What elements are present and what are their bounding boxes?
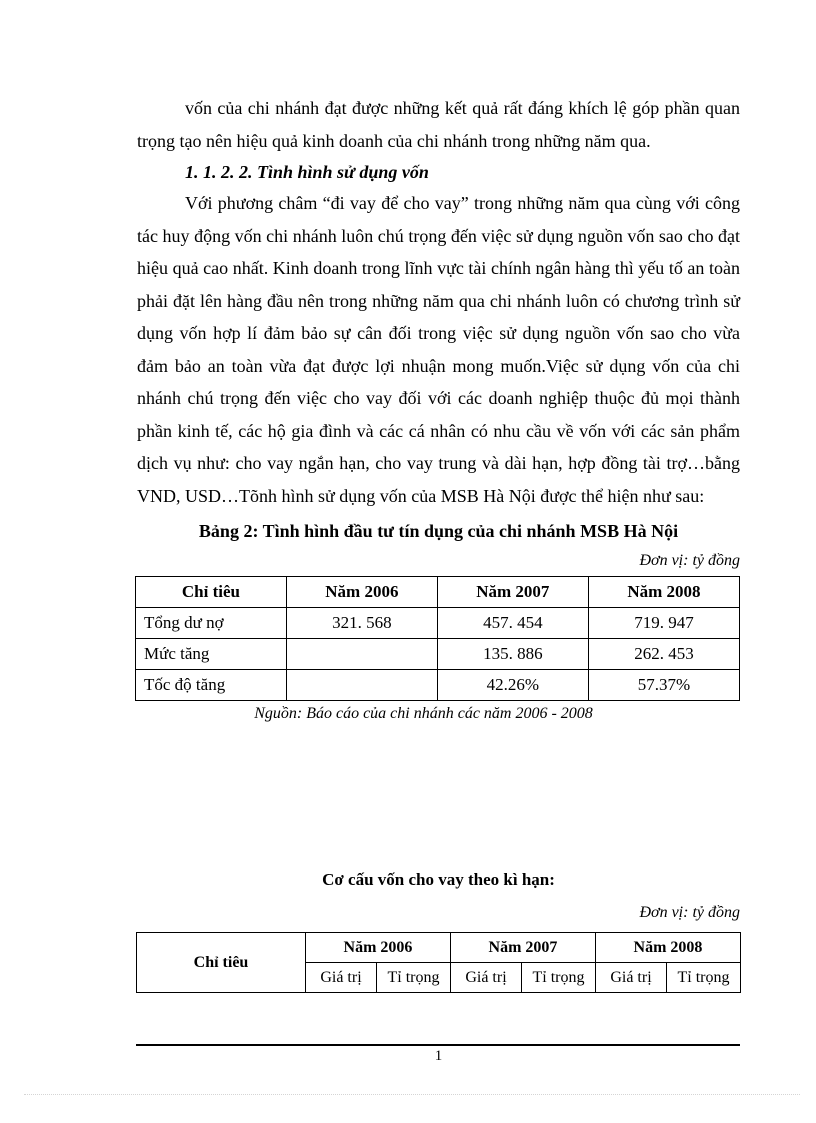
table1-cell: 262. 453 — [588, 639, 739, 670]
table1-cell: 321. 568 — [286, 608, 437, 639]
table2-row-header: Chỉ tiêu — [137, 933, 306, 993]
footer-divider — [136, 1044, 740, 1046]
table2-unit: Đơn vị: tỷ đồng — [639, 904, 740, 921]
table1-cell: 42.26% — [437, 670, 588, 701]
loan-term-structure-table — [136, 932, 741, 993]
table2-subheader: Giá trị — [596, 963, 667, 993]
table1-header-cell: Chỉ tiêu — [136, 577, 287, 608]
page-number: 1 — [434, 1048, 443, 1064]
table-row — [136, 670, 740, 701]
table1-source: Nguồn: Báo cáo của chi nhánh các năm 2006 - 2008 — [254, 705, 593, 722]
table2-subheader: Giá trị — [306, 963, 377, 993]
table2-year-header: Năm 2007 — [451, 933, 596, 963]
table1-header-cell: Năm 2008 — [588, 577, 739, 608]
table1-cell: 135. 886 — [437, 639, 588, 670]
table2-year-header: Năm 2008 — [596, 933, 741, 963]
section-heading: 1. 1. 2. 2. Tình hình sử dụng vốn — [185, 162, 429, 182]
paragraph-2: Với phương châm “đi vay để cho vay” trong những năm qua cùng với công tác huy động vốn chi nhánh luôn chú trọng đến việc sử dụng nguồn vốn sao cho đạt hiệu quả cao nhất. Kinh doanh trong lĩnh vực tài chính ngân hàng thì yếu tố an toàn phải đặt lên hàng đầu nên trong những năm qua chi nhánh luôn có chương trình sử dụng vốn hợp lí đảm bảo sự cân đối trong việc sử dụng nguồn vốn sao cho vừa đảm bảo an toàn vừa đạt được lợi nhuận mong muốn.Việc sử dụng vốn của chi nhánh chú trọng đến việc cho vay đối với các doanh nghiệp thuộc đủ mọi thành phần kinh tế, các hộ gia đình và các cá nhân có nhu cầu về vốn với các sản phẩm dịch vụ như: cho vay ngắn hạn, cho vay trung và dài hạn, hợp đồng tài trợ…bằng VND, USD…Tõnh hình sử dụng vốn của MSB Hà Nội được thể hiện như sau: — [137, 193, 740, 506]
table-row — [136, 639, 740, 670]
credit-investment-table — [135, 576, 740, 701]
table1-cell: Mức tăng — [136, 639, 287, 670]
table1-cell: 719. 947 — [588, 608, 739, 639]
table2-subheader: Giá trị — [451, 963, 522, 993]
table1-cell — [286, 639, 437, 670]
content-area — [137, 92, 740, 725]
table1-cell: Tổng dư nợ — [136, 608, 287, 639]
table1-header-cell: Năm 2006 — [286, 577, 437, 608]
table1-header-row — [136, 577, 740, 608]
table1-caption: Bảng 2: Tình hình đầu tư tín dụng của chi nhánh MSB Hà Nội — [198, 521, 679, 541]
table2-year-header: Năm 2006 — [306, 933, 451, 963]
table1-cell: 57.37% — [588, 670, 739, 701]
paragraph-1: vốn của chi nhánh đạt được những kết quả rất đáng khích lệ góp phần quan trọng tạo nên hiệu quả kinh doanh của chi nhánh trong những năm qua. — [137, 98, 740, 151]
table1-cell: 457. 454 — [437, 608, 588, 639]
table2-subheader: Tỉ trọng — [522, 963, 596, 993]
table1-cell: Tốc độ tăng — [136, 670, 287, 701]
table1-cell — [286, 670, 437, 701]
table2-year-row — [137, 933, 741, 963]
table1-header-cell: Năm 2007 — [437, 577, 588, 608]
table-row — [136, 608, 740, 639]
table1-unit: Đơn vị: tỷ đồng — [639, 552, 740, 569]
table2-subheader: Tỉ trọng — [377, 963, 451, 993]
page-edge-divider — [24, 1094, 800, 1095]
table2-caption: Cơ cấu vốn cho vay theo kì hạn: — [322, 870, 555, 889]
table2-subheader: Tỉ trọng — [667, 963, 741, 993]
